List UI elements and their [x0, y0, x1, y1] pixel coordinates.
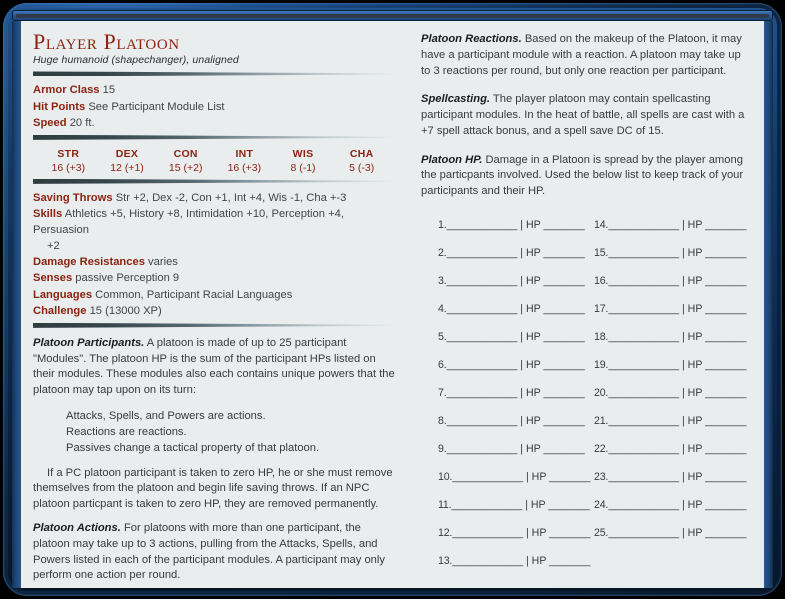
- ability-con: [156, 148, 215, 174]
- hp-tracker-row[interactable]: [594, 384, 750, 412]
- hp-row-index: 8: [438, 415, 444, 428]
- hp-row-name-blank[interactable]: .____________: [605, 527, 680, 540]
- hp-row-separator: | HP: [517, 443, 544, 456]
- hp-row-index: 13: [438, 555, 450, 568]
- ability-name: CON: [173, 147, 198, 160]
- trait-platoon-actions: [33, 521, 397, 584]
- hp-row-name-blank[interactable]: .____________: [605, 387, 680, 400]
- hp-row-name-blank[interactable]: .____________: [443, 247, 518, 260]
- hp-row-index: 16: [594, 275, 606, 288]
- hp-row-name-blank[interactable]: .____________: [605, 219, 680, 232]
- hp-row-separator: | HP: [517, 219, 544, 232]
- detail-saving-throws: [33, 190, 397, 206]
- hp-row-value-blank[interactable]: _______: [549, 555, 591, 568]
- participant-power-list: [33, 408, 397, 457]
- hp-row-value-blank[interactable]: _______: [549, 471, 591, 484]
- trait-body-text: A platoon is made of up to 25 participant "Modules". The platoon HP is the sum of the participant HPs listed on their modules. These modules also each contains unique powers that the platoon may tap upon on its turn:: [33, 336, 395, 397]
- page-title: Player Platoon: [33, 29, 180, 54]
- hp-row-value-blank[interactable]: _______: [705, 527, 747, 540]
- hp-tracker-row[interactable]: [438, 272, 594, 300]
- hp-tracker-row[interactable]: [594, 300, 750, 328]
- hp-row-value-blank[interactable]: _______: [543, 387, 585, 400]
- detail-senses: [33, 270, 397, 286]
- detail-label: Senses: [33, 272, 73, 285]
- hp-tracker-column-two: [594, 216, 750, 580]
- hp-row-name-blank[interactable]: .____________: [449, 555, 524, 568]
- detail-label: Challenge: [33, 304, 87, 317]
- hp-row-name-blank[interactable]: .____________: [605, 499, 680, 512]
- sheet-left-edge-bar: [12, 21, 21, 588]
- hp-row-index: 10: [438, 471, 450, 484]
- hp-row-name-blank[interactable]: .____________: [443, 275, 518, 288]
- detail-languages: [33, 287, 397, 303]
- hp-row-index: 11: [438, 499, 449, 512]
- detail-label: Damage Resistances: [33, 256, 145, 269]
- hp-row-index: 1: [438, 219, 444, 232]
- ability-name: STR: [57, 147, 80, 160]
- trait-body-text: For platoons with more than one participant, the platoon may take up to 3 actions, pulling from the Attacks, Spells, and Powers listed in each of the participant modules. A participant may only perform one action per round.: [33, 521, 385, 582]
- hp-row-name-blank[interactable]: .____________: [443, 415, 518, 428]
- ability-name: WIS: [292, 147, 314, 160]
- hp-row-index: 7: [438, 387, 444, 400]
- hp-row-value-blank[interactable]: _______: [543, 415, 585, 428]
- hp-row-value-blank[interactable]: _______: [549, 527, 591, 540]
- hp-row-index: 15: [594, 247, 606, 260]
- hp-row-value-blank[interactable]: _______: [705, 331, 747, 344]
- hp-row-separator: | HP: [679, 331, 706, 344]
- hp-row-value-blank[interactable]: _______: [705, 275, 747, 288]
- hp-row-name-blank[interactable]: .____________: [605, 443, 680, 456]
- hp-row-separator: | HP: [517, 303, 544, 316]
- hp-row-value-blank[interactable]: _______: [705, 219, 747, 232]
- hp-row-separator: | HP: [517, 247, 544, 260]
- hp-row-separator: | HP: [679, 275, 706, 288]
- hp-row-name-blank[interactable]: .____________: [448, 499, 523, 512]
- ability-value: 16 (+3): [51, 161, 86, 174]
- trait-platoon-reactions: [421, 32, 750, 79]
- hp-row-index: 12: [438, 527, 450, 540]
- hp-row-value-blank[interactable]: _______: [543, 359, 585, 372]
- hp-row-value-blank[interactable]: _______: [705, 471, 747, 484]
- ability-name: CHA: [349, 147, 374, 160]
- hp-row-name-blank[interactable]: .____________: [605, 247, 680, 260]
- hp-row-name-blank[interactable]: .____________: [605, 471, 680, 484]
- ability-name: DEX: [115, 147, 139, 160]
- secondary-details: [33, 190, 397, 319]
- hp-row-name-blank[interactable]: .____________: [443, 387, 518, 400]
- hp-row-separator: | HP: [679, 359, 706, 372]
- hp-tracker-row[interactable]: [438, 328, 594, 356]
- hp-row-value-blank[interactable]: _______: [705, 247, 747, 260]
- trait-zero-hp-rule: If a PC platoon participant is taken to zero HP, he or she must remove themselves from the platoon and begin life saving throws. If an NPC platoon particpant is taken to zero HP, they are removed permanently.: [33, 466, 393, 511]
- trait-spellcasting: [421, 92, 750, 139]
- hp-row-index: 21: [594, 415, 606, 428]
- trait-body-text: Based on the makeup of the Platoon, it may have a participant module with a reaction. A platoon may take up to 3 reactions per round, but only one reaction per participant.: [421, 33, 742, 77]
- hp-row-value-blank[interactable]: _______: [548, 499, 590, 512]
- hp-row-value-blank[interactable]: _______: [543, 443, 585, 456]
- ability-value: 8 (-1): [290, 161, 316, 174]
- hp-tracker-row[interactable]: [594, 244, 750, 272]
- detail-skills: [33, 206, 397, 254]
- ability-str: [39, 148, 98, 174]
- hp-row-value-blank[interactable]: _______: [543, 331, 585, 344]
- detail-value: Str +2, Dex -2, Con +1, Int +4, Wis -1, Cha +-3: [115, 191, 347, 204]
- ability-value: 12 (+1): [110, 161, 144, 174]
- hp-row-index: 19: [594, 359, 606, 372]
- sheet-right-edge-bar: [764, 21, 773, 588]
- list-item: Passives change a tactical property of that platoon.: [66, 442, 320, 455]
- ability-int: [215, 148, 274, 174]
- hp-tracker-row[interactable]: [438, 244, 594, 272]
- hp-row-index: 17: [594, 303, 606, 316]
- hp-row-separator: | HP: [679, 527, 706, 540]
- hp-row-name-blank[interactable]: .____________: [449, 527, 524, 540]
- hp-row-separator: | HP: [679, 303, 706, 316]
- detail-value-continued: +2: [47, 240, 60, 253]
- statblock-sheet: [12, 21, 773, 588]
- hp-row-value-blank[interactable]: _______: [705, 303, 747, 316]
- hp-row-index: 23: [594, 471, 606, 484]
- ability-value: 16 (+3): [227, 161, 262, 174]
- hp-tracker-row[interactable]: [594, 356, 750, 384]
- hp-row-separator: | HP: [523, 527, 550, 540]
- hp-row-name-blank[interactable]: .____________: [443, 331, 518, 344]
- hp-tracker-row[interactable]: [594, 468, 750, 496]
- divider-rule-2: [33, 135, 397, 140]
- hp-tracker-row[interactable]: [438, 300, 594, 328]
- trait-platoon-participants: [33, 336, 397, 399]
- attribute-value: 20 ft.: [69, 116, 95, 129]
- right-column: [411, 21, 764, 588]
- hp-tracker-row[interactable]: [438, 384, 594, 412]
- hp-row-separator: | HP: [523, 471, 550, 484]
- ability-name: INT: [235, 147, 254, 160]
- attribute-value: 15: [102, 84, 116, 97]
- hp-row-separator: | HP: [679, 499, 706, 512]
- hp-row-value-blank[interactable]: _______: [543, 303, 585, 316]
- hp-row-separator: | HP: [522, 499, 549, 512]
- hp-tracker-row[interactable]: [438, 552, 594, 580]
- window-top-strip-inner: [16, 14, 769, 18]
- hp-row-separator: | HP: [679, 247, 706, 260]
- hp-row-value-blank[interactable]: _______: [543, 219, 585, 232]
- core-attributes: [33, 82, 397, 130]
- detail-challenge: [33, 303, 397, 319]
- hp-row-index: 24: [594, 499, 606, 512]
- detail-value: passive Perception 9: [75, 272, 180, 285]
- hp-row-name-blank[interactable]: .____________: [605, 359, 680, 372]
- hp-row-index: 2: [438, 247, 444, 260]
- list-item: Attacks, Spells, and Powers are actions.: [66, 409, 266, 422]
- hp-tracker-column-one: [438, 216, 594, 580]
- attribute-label: Armor Class: [33, 84, 100, 97]
- hp-row-separator: | HP: [517, 415, 544, 428]
- trait-lead-label: Platoon HP.: [421, 153, 483, 166]
- hp-row-name-blank[interactable]: .____________: [443, 219, 518, 232]
- hp-row-separator: | HP: [517, 275, 544, 288]
- hp-row-value-blank[interactable]: _______: [705, 499, 747, 512]
- detail-label: Languages: [33, 288, 93, 301]
- hp-row-separator: | HP: [679, 443, 706, 456]
- hp-tracker: [421, 216, 750, 580]
- hp-row-index: 9: [438, 443, 444, 456]
- hp-row-name-blank[interactable]: .____________: [449, 471, 524, 484]
- hp-row-name-blank[interactable]: .____________: [605, 303, 680, 316]
- hp-row-name-blank[interactable]: .____________: [443, 303, 518, 316]
- hp-row-value-blank[interactable]: _______: [705, 387, 747, 400]
- detail-value: Common, Participant Racial Languages: [95, 288, 293, 301]
- hp-tracker-row[interactable]: [594, 216, 750, 244]
- hp-tracker-row[interactable]: [438, 412, 594, 440]
- detail-damage-resistances: [33, 254, 397, 270]
- detail-value: 15 (13000 XP): [89, 304, 162, 317]
- hp-row-index: 25: [594, 527, 606, 540]
- hp-tracker-row[interactable]: [438, 356, 594, 384]
- trait-lead-label: Platoon Reactions.: [421, 33, 522, 45]
- hp-row-name-blank[interactable]: .____________: [443, 359, 518, 372]
- hp-tracker-row[interactable]: [594, 496, 750, 524]
- attribute-hit-points: [33, 99, 397, 115]
- detail-value: varies: [148, 256, 178, 269]
- hp-row-separator: | HP: [517, 387, 544, 400]
- hp-row-index: 5: [438, 331, 444, 344]
- hp-row-separator: | HP: [679, 415, 706, 428]
- ability-dex: [98, 148, 157, 174]
- attribute-value: See Participant Module List: [88, 100, 225, 113]
- ability-cha: [332, 148, 391, 174]
- detail-label: Saving Throws: [33, 191, 113, 204]
- hp-tracker-row[interactable]: [594, 272, 750, 300]
- hp-row-value-blank[interactable]: _______: [705, 359, 747, 372]
- divider-rule-4: [33, 323, 397, 328]
- hp-row-name-blank[interactable]: .____________: [605, 331, 680, 344]
- hp-row-index: 18: [594, 331, 606, 344]
- ability-value: 15 (+2): [168, 161, 203, 174]
- trait-body-text: The player platoon may contain spellcasting participant modules. In the heat of battle, all spells are cast with a +7 spell attack bonus, and a spell save DC of 15.: [421, 93, 745, 137]
- hp-row-name-blank[interactable]: .____________: [605, 415, 680, 428]
- hp-tracker-row[interactable]: [438, 468, 594, 496]
- creature-type-subtitle: Huge humanoid (shapechanger), unaligned: [33, 54, 239, 67]
- ability-wis: [274, 148, 333, 174]
- detail-label: Skills: [33, 207, 63, 220]
- hp-tracker-row[interactable]: [594, 440, 750, 468]
- hp-tracker-row[interactable]: [438, 496, 594, 524]
- sheet-columns: [21, 21, 764, 588]
- ability-value: 5 (-3): [349, 161, 375, 174]
- hp-row-index: 4: [438, 303, 444, 316]
- hp-row-separator: | HP: [679, 219, 706, 232]
- hp-row-separator: | HP: [679, 387, 706, 400]
- ability-score-table: [33, 146, 397, 175]
- list-item: Reactions are reactions.: [66, 426, 187, 439]
- hp-row-value-blank[interactable]: _______: [705, 415, 747, 428]
- hp-tracker-row[interactable]: [438, 216, 594, 244]
- hp-row-value-blank[interactable]: _______: [543, 247, 585, 260]
- trait-lead-label: Platoon Participants.: [33, 336, 145, 349]
- hp-tracker-row[interactable]: [594, 328, 750, 356]
- hp-row-index: 22: [594, 443, 606, 456]
- hp-row-separator: | HP: [517, 331, 544, 344]
- trait-lead-label: Spellcasting.: [421, 93, 491, 106]
- hp-tracker-row[interactable]: [438, 440, 594, 468]
- hp-row-index: 20: [594, 387, 606, 400]
- attribute-speed: [33, 115, 397, 131]
- trait-lead-label: Platoon Actions.: [33, 521, 121, 534]
- hp-tracker-row[interactable]: [594, 524, 750, 552]
- hp-row-separator: | HP: [679, 471, 706, 484]
- hp-tracker-row[interactable]: [594, 412, 750, 440]
- hp-row-name-blank[interactable]: .____________: [443, 443, 518, 456]
- hp-row-value-blank[interactable]: _______: [543, 275, 585, 288]
- hp-row-value-blank[interactable]: _______: [705, 443, 747, 456]
- trait-body-text: Damage in a Platoon is spread by the player among the particpants involved. Used the below list to keep track of your participants and their HP.: [421, 153, 744, 198]
- attribute-label: Hit Points: [33, 100, 86, 113]
- attribute-armor-class: [33, 82, 397, 98]
- hp-row-separator: | HP: [523, 555, 550, 568]
- hp-row-separator: | HP: [517, 359, 544, 372]
- divider-rule-3: [33, 179, 397, 184]
- window-top-strip: [12, 10, 773, 21]
- left-column: [21, 21, 411, 588]
- hp-tracker-row[interactable]: [438, 524, 594, 552]
- hp-row-index: 14: [594, 219, 606, 232]
- hp-row-index: 3: [438, 275, 444, 288]
- hp-row-name-blank[interactable]: .____________: [605, 275, 680, 288]
- detail-value: Athletics +5, History +8, Intimidation +10, Perception +4, Persuasion: [33, 207, 344, 237]
- hp-row-index: 6: [438, 359, 444, 372]
- attribute-label: Speed: [33, 116, 67, 129]
- trait-platoon-hp: [421, 153, 750, 200]
- divider-rule-1: [33, 71, 397, 76]
